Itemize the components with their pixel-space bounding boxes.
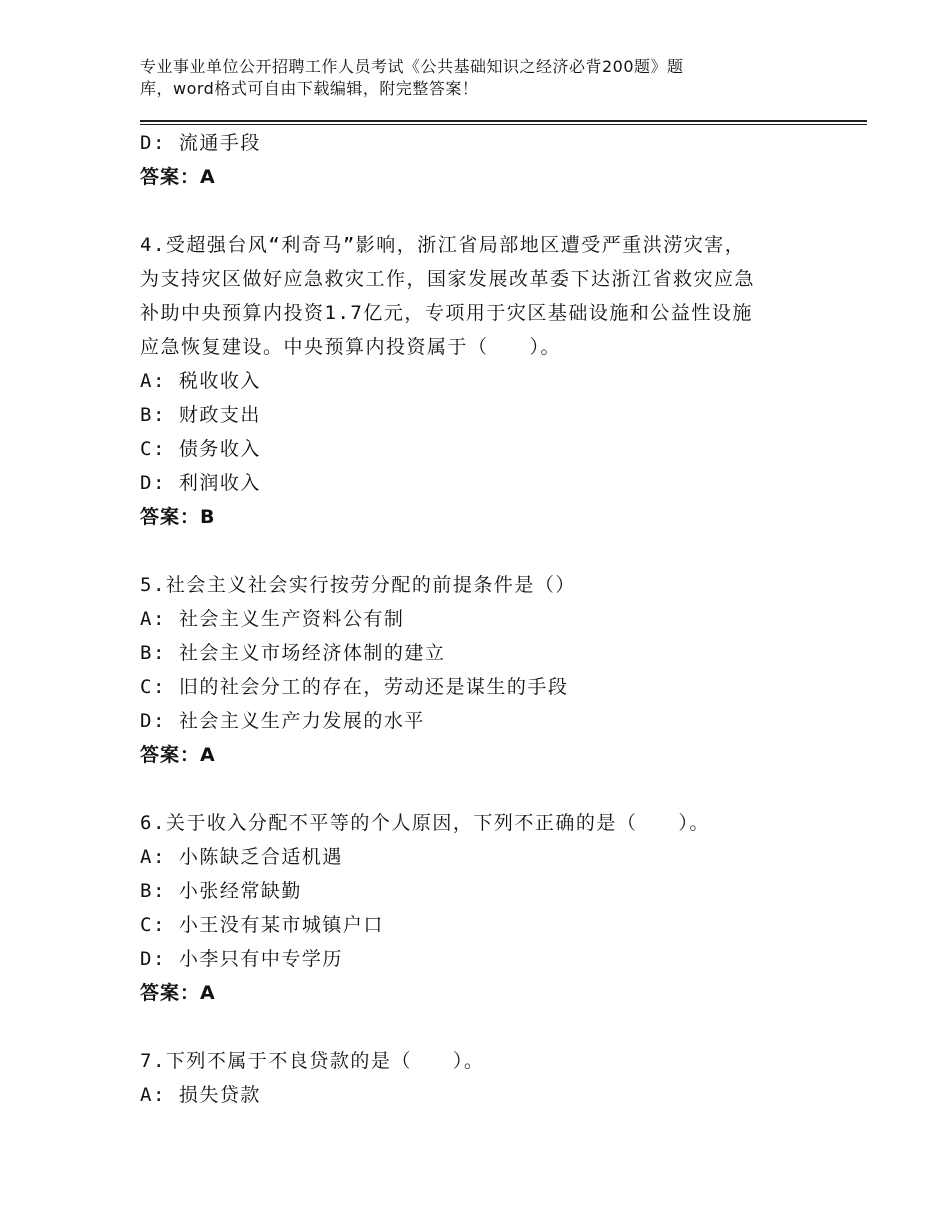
q4-stem-line-1: 4.受超强台风“利奇马”影响，浙江省局部地区遭受严重洪涝灾害，: [140, 234, 746, 256]
q5-option-b: B: 社会主义市场经济体制的建立: [140, 642, 446, 664]
q4-stem-line-2: 为支持灾区做好应急救灾工作，国家发展改革委下达浙江省救灾应急: [140, 268, 756, 290]
q6-option-b: B: 小张经常缺勤: [140, 880, 302, 902]
question-7: [140, 1044, 840, 1112]
q5-option-c: C: 旧的社会分工的存在，劳动还是谋生的手段: [140, 676, 569, 698]
q4-stem-line-4: 应急恢复建设。中央预算内投资属于（ ）。: [140, 336, 562, 358]
header-divider-thick: [140, 120, 867, 122]
question-5: [140, 568, 840, 772]
header-title-line-2: 库，word格式可自由下载编辑，附完整答案！: [140, 79, 479, 98]
q5-option-a: A: 社会主义生产资料公有制: [140, 608, 405, 630]
question-3-tail: [140, 126, 840, 194]
q7-stem: 7.下列不属于不良贷款的是（ ）。: [140, 1050, 485, 1072]
spacer: [140, 194, 840, 228]
q4-option-b: B: 财政支出: [140, 404, 261, 426]
q3-option-d: D: 流通手段: [140, 132, 261, 154]
spacer: [140, 1010, 840, 1044]
q4-answer: 答案：B: [140, 506, 216, 528]
q6-option-c: C: 小王没有某市城镇户口: [140, 914, 384, 936]
q6-option-a: A: 小陈缺乏合适机遇: [140, 846, 343, 868]
q6-answer: 答案：A: [140, 982, 216, 1004]
q5-option-d: D: 社会主义生产力发展的水平: [140, 710, 425, 732]
header-title-line-1: 专业事业单位公开招聘工作人员考试《公共基础知识之经济必背200题》题: [140, 57, 684, 76]
q3-answer: 答案：A: [140, 166, 216, 188]
document-header: [140, 56, 780, 100]
q4-option-a: A: 税收收入: [140, 370, 261, 392]
spacer: [140, 534, 840, 568]
question-6: [140, 806, 840, 1010]
q5-stem: 5.社会主义社会实行按劳分配的前提条件是（）: [140, 574, 576, 596]
spacer: [140, 772, 840, 806]
q4-stem-line-3: 补助中央预算内投资1.7亿元，专项用于灾区基础设施和公益性设施: [140, 302, 753, 324]
q5-answer: 答案：A: [140, 744, 216, 766]
q6-option-d: D: 小李只有中专学历: [140, 948, 343, 970]
header-divider-thin: [140, 124, 867, 125]
q7-option-a: A: 损失贷款: [140, 1084, 261, 1106]
q4-option-d: D: 利润收入: [140, 472, 261, 494]
question-list: [140, 126, 840, 1112]
q6-stem: 6.关于收入分配不平等的个人原因，下列不正确的是（ ）。: [140, 812, 710, 834]
question-4: [140, 228, 840, 534]
q4-option-c: C: 债务收入: [140, 438, 261, 460]
